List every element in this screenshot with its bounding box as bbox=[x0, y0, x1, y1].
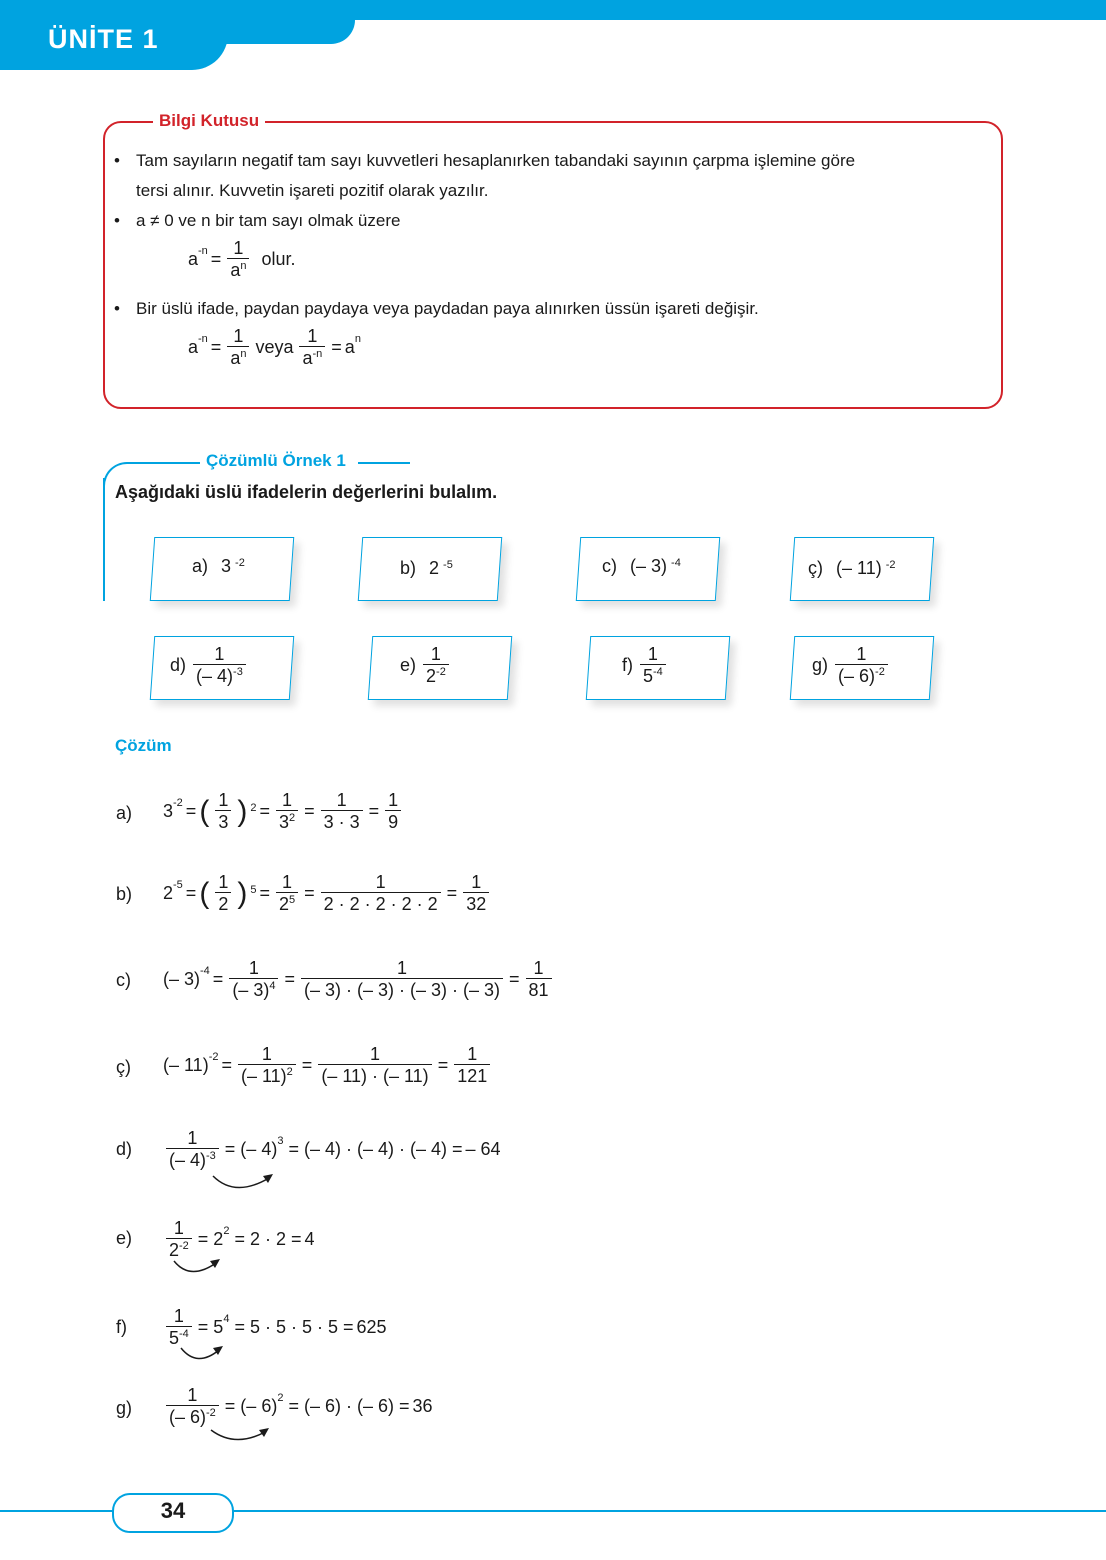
info-box-label: Bilgi Kutusu bbox=[153, 111, 265, 131]
info-bullet-1-line1: Tam sayıların negatif tam sayı kuvvetleri hesaplanırken tabandaki sayının çarpma işlemine göre bbox=[136, 151, 856, 170]
move-arrow-icon bbox=[175, 1342, 235, 1370]
unit-tab-shoulder bbox=[200, 0, 355, 44]
solution-letter: c) bbox=[116, 970, 131, 990]
solution-letter: f) bbox=[116, 1317, 127, 1337]
card-e-text: e) $\frac{1}{2^{-2}}$ bbox=[400, 644, 452, 687]
bullet-dot: • bbox=[114, 211, 120, 230]
formula-reciprocal: $a^{-n}$ = $\frac{1}{a^n}$ veya $\frac{1}{a^{-n}}$ = $a^n$ bbox=[188, 326, 361, 368]
bullet-dot: • bbox=[114, 299, 120, 318]
info-bullet-2-text: a ≠ 0 ve n bir tam sayı olmak üzere bbox=[136, 211, 401, 230]
solution-letter: g) bbox=[116, 1398, 133, 1418]
solution-letter: e) bbox=[116, 1228, 133, 1248]
example-frame-line bbox=[130, 462, 200, 464]
solution-f: $\frac{1}{5^{-4}}$ = $5^4 = 5 \cdot 5 \cdot 5 \cdot 5$ = 625 bbox=[163, 1306, 387, 1349]
card-f-text: f) $\frac{1}{5^{-4}}$ bbox=[622, 644, 669, 687]
info-bullet-2 bbox=[114, 206, 401, 236]
example-frame-line bbox=[103, 478, 105, 601]
card-a-text: a) 3 $^{-2}$ bbox=[192, 556, 245, 576]
info-bullet-1-line2: tersi alınır. Kuvvetin işareti pozitif olarak yazılır. bbox=[136, 181, 489, 200]
formula-mid: veya bbox=[255, 337, 294, 357]
example-frame-line bbox=[358, 462, 410, 464]
page-number: 34 bbox=[160, 1498, 186, 1523]
card-cedilla-c-text: ç) (– 11) $^{-2}$ bbox=[808, 558, 896, 578]
info-bullet-3 bbox=[114, 294, 759, 324]
example-label: Çözümlü Örnek 1 bbox=[206, 451, 346, 470]
card-g-text: g) $\frac{1}{(- 6)^{-2}}$ bbox=[812, 644, 891, 687]
info-bullet-1 bbox=[114, 146, 996, 206]
solution-letter: d) bbox=[116, 1139, 133, 1159]
footer-line bbox=[0, 1510, 116, 1512]
formula-negative-exponent: $a^{-n}$ = $\frac{1}{a^n}$ olur. bbox=[188, 238, 296, 280]
card-c-text: c) (– 3) $^{-4}$ bbox=[602, 556, 681, 576]
solution-letter: a) bbox=[116, 803, 133, 823]
solution-b: $2^{-5}$ = ( $\frac{1}{2}$ ) $^5$ = $\frac{1}{2^5}$ = $\frac{1}{2 \cdot 2 \cdot 2 \cdot 2 \cdot 2}$ = $\frac{1}{32}$ bbox=[163, 872, 492, 915]
solution-letter: b) bbox=[116, 884, 133, 904]
solution-g: $\frac{1}{(- 6)^{-2}}$ = (– 6)$^2$ = (– 6) · (– 6) = 36 bbox=[163, 1385, 433, 1428]
solution-a: $3^{-2}$ = ( $\frac{1}{3}$ ) $^2$ = $\frac{1}{3^2}$ = $\frac{1}{3 \cdot 3}$ = $\frac{1}{9}$ bbox=[163, 790, 404, 833]
solution-e: $\frac{1}{2^{-2}}$ = $2^2 = 2 \cdot 2$ = 4 bbox=[163, 1218, 315, 1261]
bullet-dot: • bbox=[114, 151, 120, 170]
move-arrow-icon bbox=[205, 1168, 285, 1200]
footer-line bbox=[228, 1510, 1106, 1512]
card-b-text: b) 2 $^{-5}$ bbox=[400, 558, 453, 578]
move-arrow-icon bbox=[168, 1255, 228, 1283]
formula-tail: olur. bbox=[261, 249, 296, 269]
info-bullet-3-text: Bir üslü ifade, paydan paydaya veya paydadan paya alınırken üssün işareti değişir. bbox=[136, 299, 759, 318]
solution-c: (– 3)$^{-4}$ = $\frac{1}{(- 3)^4}$ = $\frac{1}{(- 3) \cdot (- 3) \cdot (- 3) \cdot (- 3)}$ = $\frac{1}{81}$ bbox=[163, 958, 555, 1001]
example-question: Aşağıdaki üslü ifadelerin değerlerini bulalım. bbox=[115, 482, 498, 502]
solution-d: $\frac{1}{(- 4)^{-3}}$ = (– 4)$^3$ = (– 4) · (– 4) · (– 4) = – 64 bbox=[163, 1128, 501, 1171]
move-arrow-icon bbox=[205, 1422, 285, 1450]
solution-cedilla-c: (– 11)$^{-2}$ = $\frac{1}{(- 11)^2}$ = $\frac{1}{(- 11) \cdot (- 11)}$ = $\frac{1}{121}$ bbox=[163, 1044, 493, 1087]
unit-title: ÜNİTE 1 bbox=[48, 24, 159, 54]
card-d-text: d) $\frac{1}{(- 4)^{-3}}$ bbox=[170, 644, 249, 687]
solution-label: Çözüm bbox=[115, 736, 172, 755]
solution-letter: ç) bbox=[116, 1057, 131, 1077]
